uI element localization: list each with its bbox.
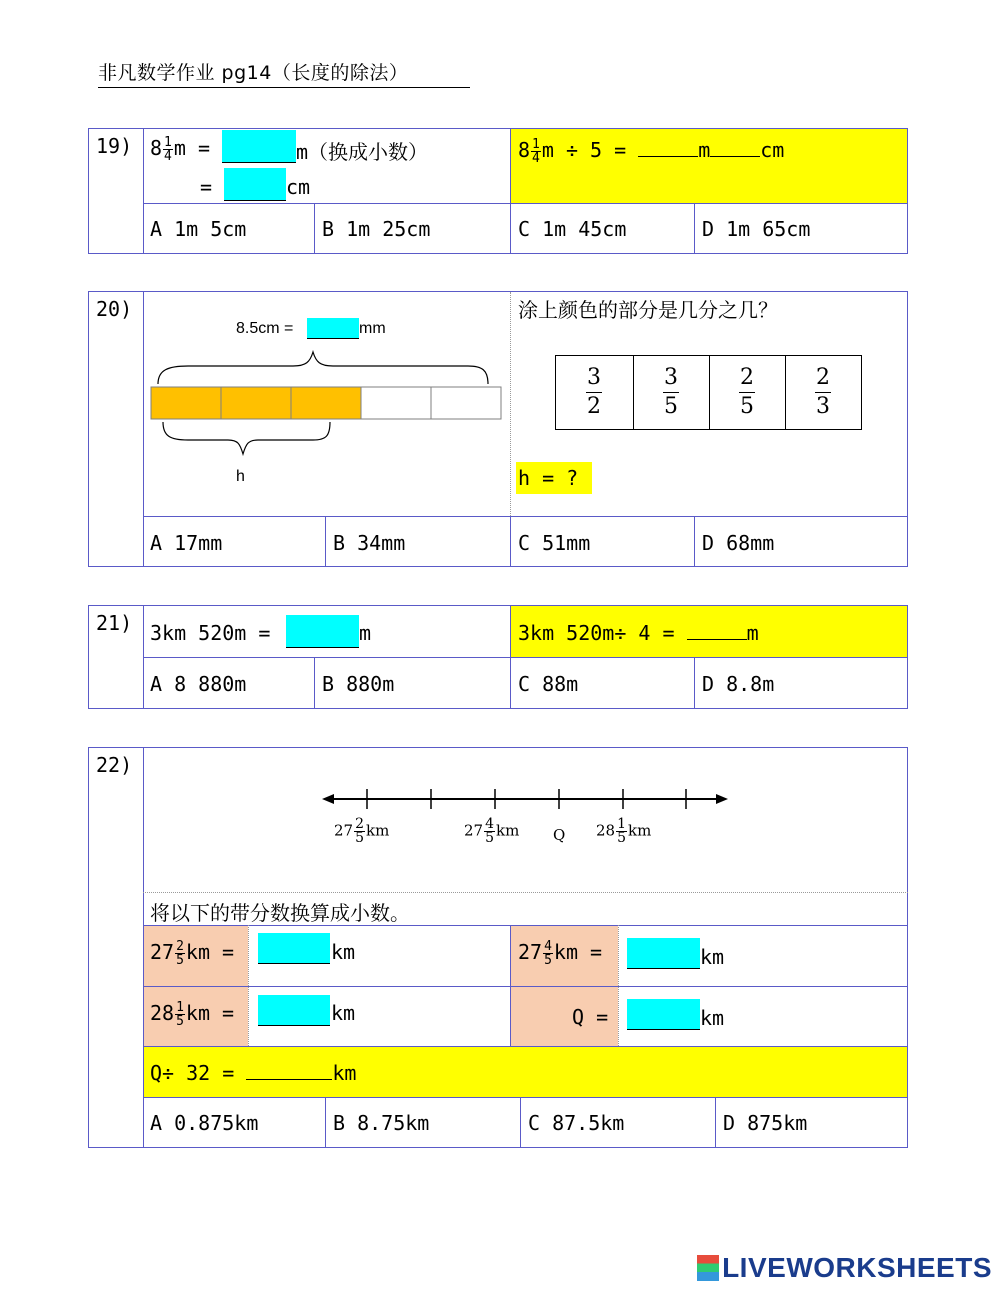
- q20-option-a[interactable]: A 17mm: [150, 531, 223, 555]
- page-title: 非凡数学作业 pg14（长度的除法）: [98, 58, 470, 88]
- q22-cell-3: 28 $\frac{1}{5}$ km =: [150, 1000, 235, 1029]
- q21-option-c[interactable]: C 88m: [518, 672, 579, 696]
- q20-question: 涂上颜色的部分是几分之几？: [518, 298, 778, 322]
- q19-answer-cm[interactable]: [224, 168, 286, 201]
- q19-unit-cm: cm: [286, 175, 311, 199]
- q21-blank[interactable]: [687, 621, 747, 640]
- q20-length-unit: mm: [359, 320, 386, 337]
- top-brace: [158, 352, 488, 384]
- q21-option-d[interactable]: D 8.8m: [702, 672, 775, 696]
- q20-length-label: 8.5cm =: [236, 320, 294, 337]
- q22-number-line: [320, 784, 730, 814]
- q19-line2-eq: =: [200, 175, 213, 199]
- q19-option-b[interactable]: B 1m 25cm: [322, 217, 431, 241]
- q22-answer-3[interactable]: [258, 995, 330, 1026]
- q21-answer-m[interactable]: [286, 615, 359, 648]
- q20-fraction-1[interactable]: 3 2: [587, 365, 601, 419]
- q21-option-a[interactable]: A 8 880m: [150, 672, 247, 696]
- q20-fraction-2[interactable]: 3 5: [664, 365, 678, 419]
- q21-right-expression: 3km 520m÷ 4 = m: [518, 621, 759, 645]
- q22-division-blank[interactable]: [246, 1061, 332, 1080]
- q22-cell-4: Q =: [572, 1005, 609, 1029]
- liveworksheets-logo: LIVEWORKSHEETS: [697, 1252, 992, 1284]
- q22-division: Q÷ 32 = km: [150, 1061, 357, 1085]
- q22-answer-4[interactable]: [627, 999, 700, 1030]
- q20-option-d[interactable]: D 68mm: [702, 531, 775, 555]
- q22-unit-3: km: [331, 1001, 356, 1025]
- q22-cell-1: 27 $\frac{2}{5}$ km =: [150, 939, 235, 968]
- q19-number: 19): [96, 134, 133, 158]
- q22-answer-2[interactable]: [627, 938, 700, 969]
- segment-empty: [361, 387, 431, 419]
- q22-nl-label-2: 27 $\frac{4}{5}$ km: [464, 816, 520, 846]
- q20-fraction-4[interactable]: 2 3: [816, 365, 830, 419]
- q20-h-question: h = ?: [518, 466, 579, 490]
- segment-empty: [431, 387, 501, 419]
- q21-left-expression: 3km 520m =: [150, 621, 271, 645]
- q22-cell-2: 27 $\frac{4}{5}$ km =: [518, 939, 603, 968]
- q21-number: 21): [96, 611, 133, 635]
- logo-cubes-icon: [697, 1255, 719, 1281]
- q22-nl-label-q: Q: [553, 826, 566, 844]
- q21-left-unit: m: [359, 621, 372, 645]
- q22-number: 22): [96, 753, 133, 777]
- q22-unit-2: km: [700, 945, 725, 969]
- q22-nl-label-1: 27 $\frac{2}{5}$ km: [334, 816, 390, 846]
- q22-option-c[interactable]: C 87.5km: [528, 1111, 625, 1135]
- q19-right-expression: 8 $\frac{1}{4}$ m ÷ 5 = m cm: [518, 137, 785, 166]
- q19-blank-cm[interactable]: [710, 138, 760, 157]
- q19-option-a[interactable]: A 1m 5cm: [150, 217, 247, 241]
- q22-option-b[interactable]: B 8.75km: [333, 1111, 430, 1135]
- q22-option-a[interactable]: A 0.875km: [150, 1111, 259, 1135]
- q20-option-b[interactable]: B 34mm: [333, 531, 406, 555]
- q20-bar-diagram: [148, 340, 508, 470]
- segment-shaded: [151, 387, 221, 419]
- q19-option-d[interactable]: D 1m 65cm: [702, 217, 811, 241]
- q22-instruction: 将以下的带分数换算成小数。: [150, 901, 410, 925]
- q19-unit-m: m（换成小数）: [296, 140, 429, 164]
- q20-option-c[interactable]: C 51mm: [518, 531, 591, 555]
- q22-unit-1: km: [331, 940, 356, 964]
- q19-option-c[interactable]: C 1m 45cm: [518, 217, 627, 241]
- q20-fraction-3[interactable]: 2 5: [740, 365, 754, 419]
- q19-answer-m[interactable]: [222, 130, 296, 163]
- q22-unit-4: km: [700, 1006, 725, 1030]
- q20-number: 20): [96, 297, 133, 321]
- q19-left-line1: 8 $\frac{1}{4}$ m =: [150, 135, 210, 164]
- q21-option-b[interactable]: B 880m: [322, 672, 395, 696]
- q19-blank-m[interactable]: [638, 138, 698, 157]
- segment-shaded: [221, 387, 291, 419]
- q22-nl-label-3: 28 $\frac{1}{5}$ km: [596, 816, 652, 846]
- q20-h-label: h: [236, 468, 245, 485]
- q22-option-d[interactable]: D 875km: [723, 1111, 808, 1135]
- bottom-brace: [163, 422, 330, 454]
- q22-answer-1[interactable]: [258, 933, 330, 964]
- q20-answer-mm[interactable]: [307, 318, 359, 339]
- segment-shaded: [291, 387, 361, 419]
